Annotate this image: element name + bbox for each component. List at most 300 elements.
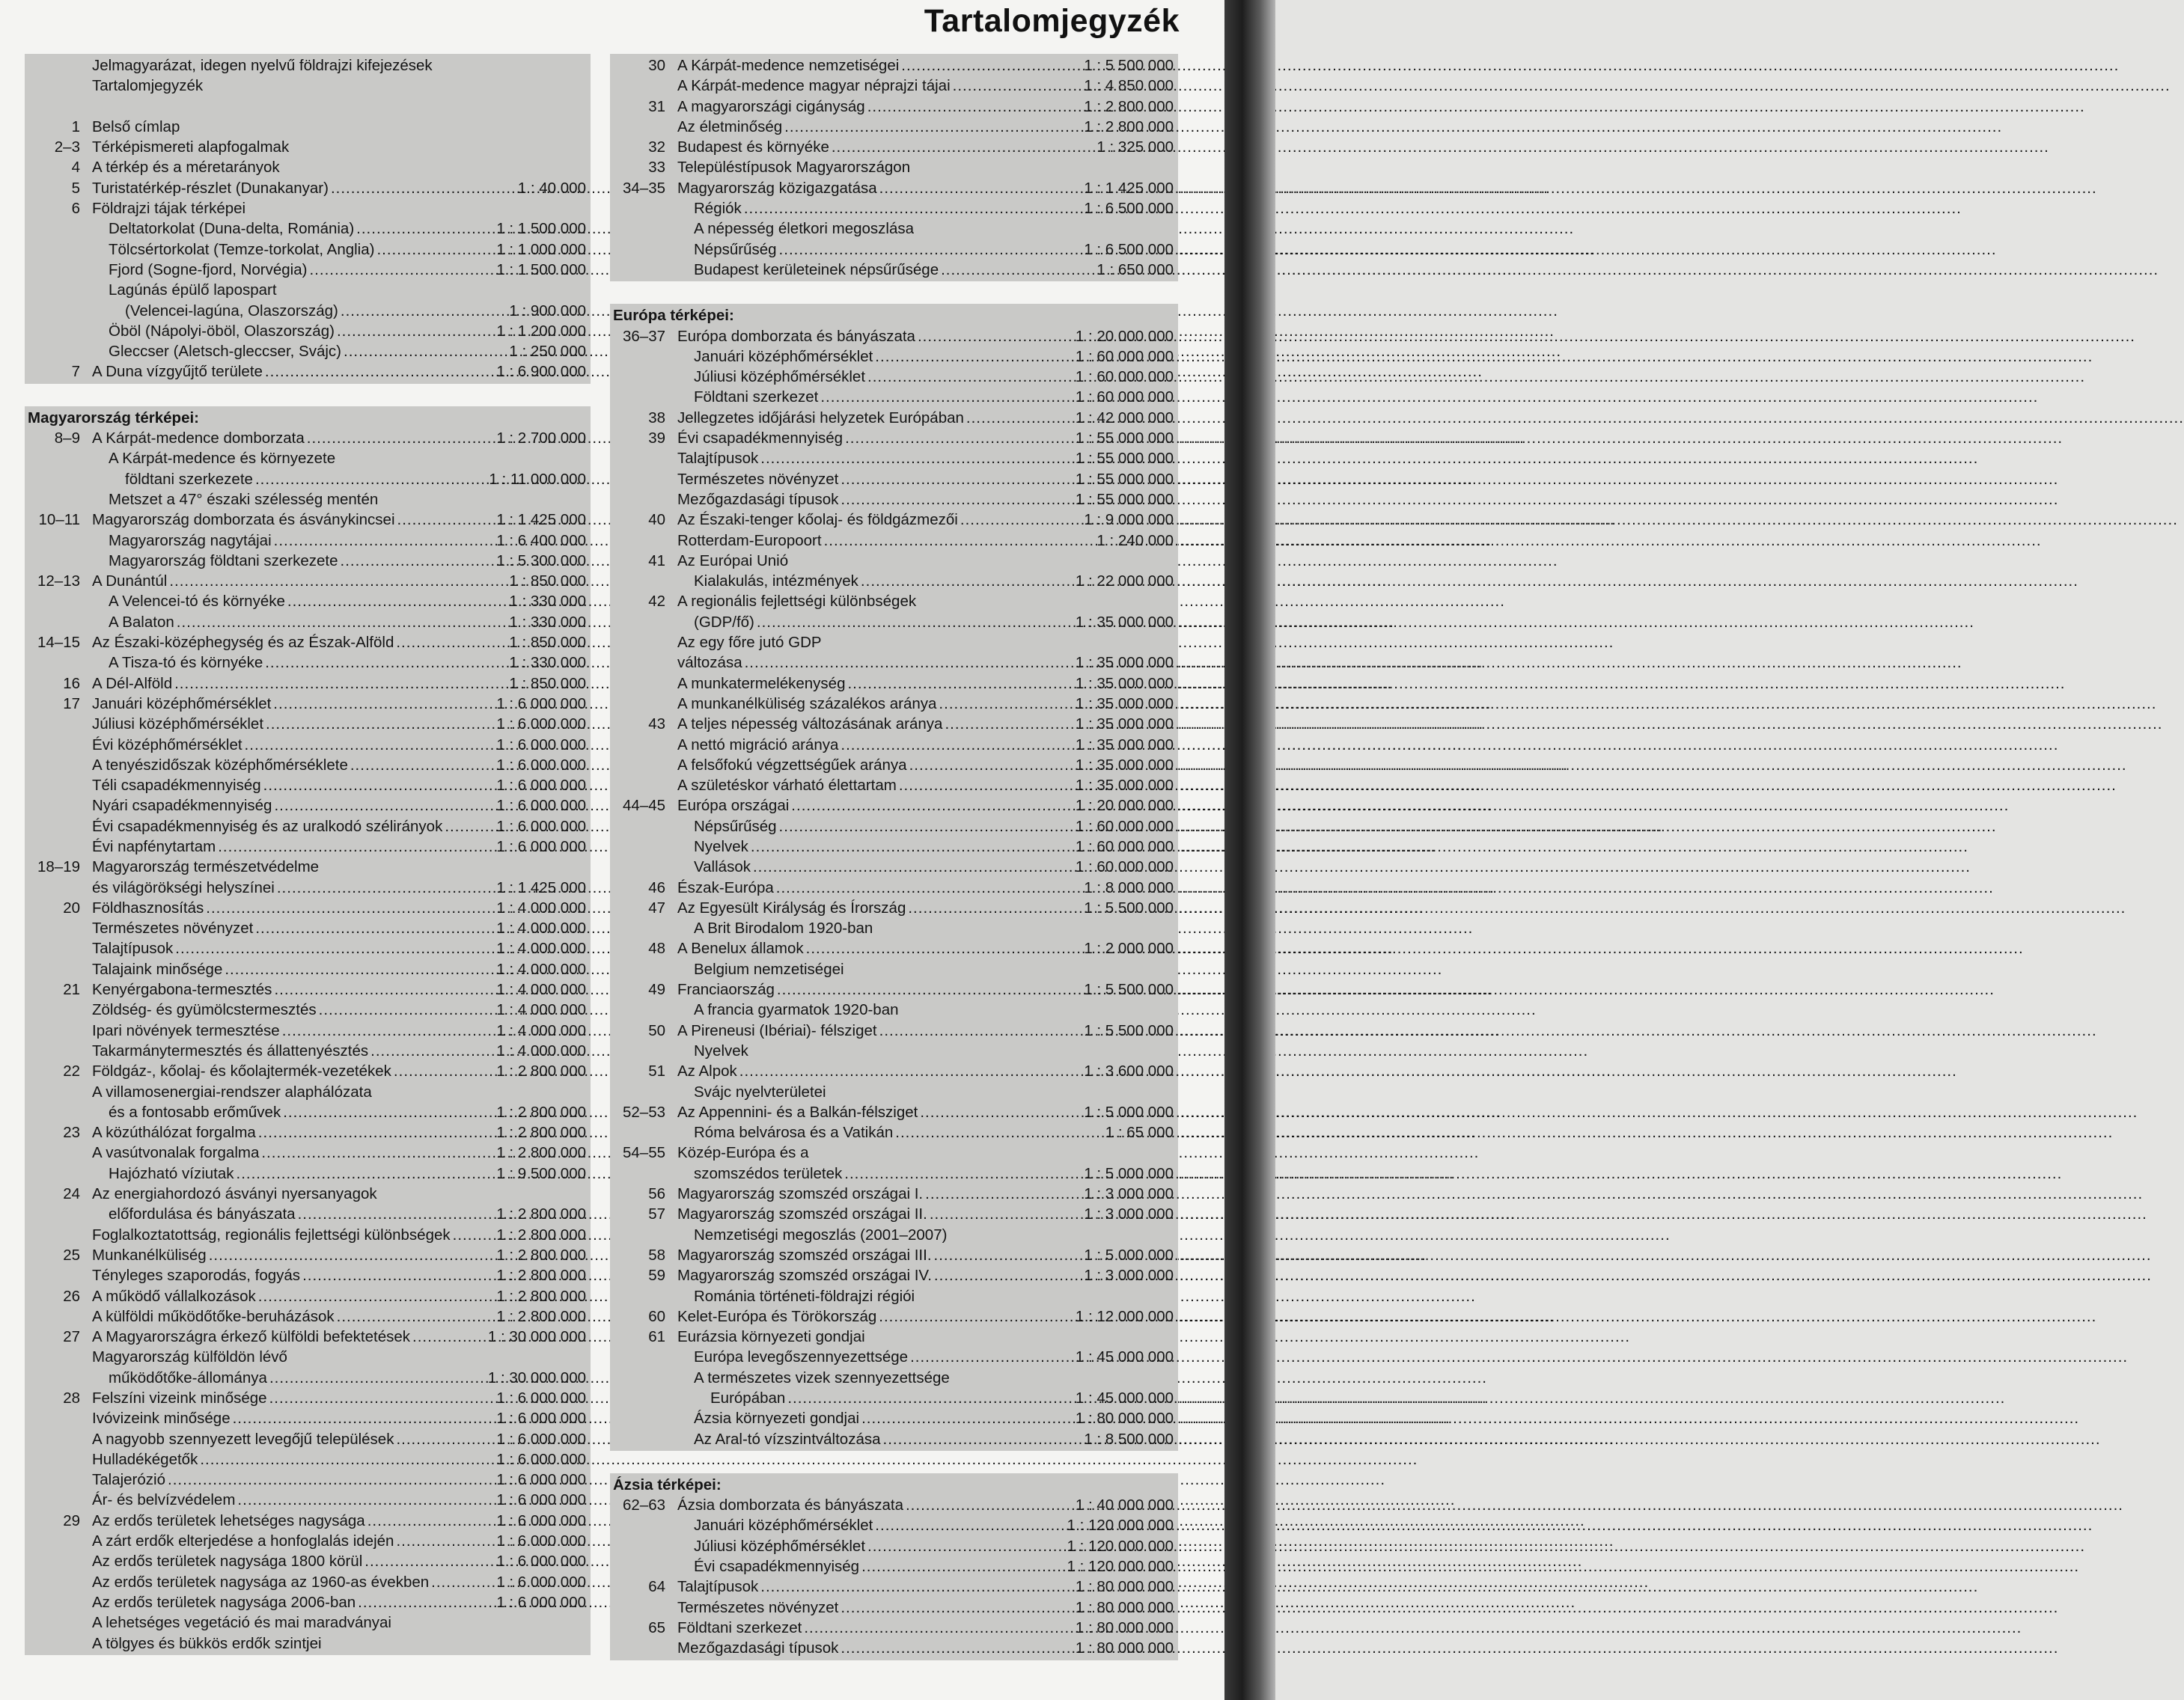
toc-row: [610, 755, 1178, 775]
page-number: 44–45: [622, 797, 665, 815]
dot-leader: [200, 1449, 494, 1470]
toc-left-column: [25, 54, 591, 1655]
section-gap: [610, 281, 1178, 304]
page-number: 6: [71, 200, 80, 218]
entry-title: Jelmagyarázat, idegen nyelvű földrajzi kifejezések: [92, 57, 433, 74]
dot-leader: [908, 898, 1082, 918]
entry-title: Zöldség- és gyümölcstermesztés: [92, 1001, 317, 1019]
page-number: 54–55: [622, 1144, 665, 1162]
toc-row: [610, 1618, 1178, 1638]
toc-right-column: [610, 54, 1178, 1660]
dot-leader: [274, 979, 494, 1000]
page-number: 18–19: [37, 858, 80, 876]
dot-leader: [966, 408, 1073, 428]
map-scale: 1 : 6 000 000: [496, 1430, 586, 1448]
dot-leader: [255, 918, 494, 938]
toc-row: [25, 837, 591, 857]
entry-title: (GDP/fő): [694, 613, 754, 631]
toc-row: [25, 1082, 591, 1102]
toc-row: [610, 1082, 1178, 1102]
toc-row: [25, 1551, 591, 1571]
entry-title: Talajerózió: [92, 1471, 165, 1489]
toc-row: [25, 735, 591, 755]
toc-row: [610, 387, 1178, 407]
entry-title: Gleccser (Aletsch-gleccser, Svájc): [109, 343, 342, 361]
entry-title: Észak-Európa: [677, 878, 774, 896]
page-number: 51: [648, 1062, 665, 1080]
dot-leader: [397, 510, 495, 530]
entry-title: A születéskor várható élettartam: [677, 777, 897, 795]
toc-row: [25, 898, 591, 918]
page-number: 1: [71, 117, 80, 135]
entry-title: és világörökségi helyszínei: [92, 878, 275, 896]
dot-leader: [225, 959, 494, 979]
entry-title: A Magyarországra érkező külföldi befektetések: [92, 1328, 411, 1346]
entry-title: működőtőke-állománya: [109, 1369, 267, 1386]
dot-leader: [274, 531, 495, 551]
toc-row: [610, 612, 1178, 632]
entry-title: Róma belvárosa és a Vatikán: [694, 1124, 894, 1142]
entry-title: Deltatorkolat (Duna-delta, Románia): [109, 220, 355, 238]
dot-leader: [370, 1041, 494, 1061]
entry-title: Népsűrűség: [694, 817, 777, 835]
entry-title: Magyarország szomszéd országai II.: [677, 1205, 927, 1223]
entry-title: Földrajzi tájak térképei: [92, 200, 246, 218]
toc-section: [610, 304, 1178, 1451]
toc-row: [25, 652, 591, 673]
dot-leader: [206, 898, 494, 918]
entry-title: Talajtípusok: [677, 450, 759, 468]
toc-row: [25, 775, 591, 795]
toc-row: [25, 1429, 591, 1449]
page-number: 23: [63, 1124, 80, 1142]
map-scale: 1 : 60 000 000: [1075, 388, 1174, 406]
toc-row: [610, 260, 1178, 280]
entry-title: A Tisza-tó és környéke: [109, 654, 263, 672]
entry-title: Kenyérgabona-termesztés: [92, 981, 272, 999]
map-scale: 1 : 5 500 000: [1084, 57, 1174, 74]
map-scale: 1 : 330 000: [509, 613, 586, 631]
toc-row: [25, 1102, 591, 1122]
toc-row: [25, 1245, 591, 1265]
map-scale: 1 : 250 000: [509, 343, 586, 361]
dot-leader: [776, 878, 1082, 898]
map-scale: 1 : 1 425 000: [496, 878, 586, 896]
map-scale: 1 : 240 000: [1096, 531, 1174, 549]
dot-leader: [941, 260, 1094, 280]
book-edge: [1224, 0, 1275, 1700]
entry-title: Januári középhőmérséklet: [694, 347, 873, 365]
entry-title: A természetes vizek szennyezettsége: [694, 1369, 950, 1386]
entry-title: Az erdős területek nagysága az 1960-as években: [92, 1573, 430, 1591]
toc-row: [610, 531, 1178, 551]
map-scale: 1 : 45 000 000: [1075, 1348, 1174, 1366]
toc-row: [610, 1388, 1178, 1408]
toc-row: [25, 1265, 591, 1285]
toc-section: [610, 54, 1178, 281]
toc-row: [25, 878, 591, 898]
toc-row: [610, 55, 1178, 76]
map-scale: 1 : 3 000 000: [1084, 1205, 1174, 1223]
toc-row: [25, 612, 591, 632]
entry-title: Felszíni vizeink minősége: [92, 1389, 267, 1407]
toc-row: [25, 178, 591, 198]
dot-leader: [177, 612, 507, 632]
toc-row: [25, 1511, 591, 1531]
toc-row: [25, 1490, 591, 1510]
entry-title: Az Európai Unió: [677, 551, 789, 569]
entry-title: Az Északi-középhegység és az Észak-Alföld: [92, 634, 394, 652]
dot-leader: [396, 1531, 494, 1551]
dot-leader: [899, 775, 1073, 795]
entry-title: Vallások: [694, 858, 751, 876]
map-scale: 1 : 4 000 000: [496, 1021, 586, 1039]
toc-row: [25, 321, 591, 341]
map-scale: 1 : 45 000 000: [1075, 1389, 1174, 1407]
map-scale: 1 : 1 500 000: [496, 260, 586, 278]
dot-leader: [350, 755, 494, 775]
toc-row: [25, 510, 591, 530]
entry-title: Mezőgazdasági típusok: [677, 490, 839, 508]
toc-row: [610, 510, 1178, 530]
entry-title: A vasútvonalak forgalma: [92, 1144, 260, 1162]
toc-row: [610, 1347, 1178, 1367]
map-scale: 1 : 650 000: [1096, 260, 1174, 278]
entry-title: A Benelux államok: [677, 940, 804, 958]
page-number: 34–35: [622, 179, 665, 197]
map-scale: 1 : 6 500 000: [1084, 240, 1174, 258]
dot-leader: [820, 387, 1073, 407]
dot-leader: [844, 1164, 1082, 1184]
toc-row: [610, 1102, 1178, 1122]
toc-row: [25, 918, 591, 938]
page-title: Tartalomjegyzék: [924, 3, 1180, 39]
map-scale: 1 : 3 000 000: [1084, 1267, 1174, 1285]
entry-title: Térképismereti alapfogalmak: [92, 138, 290, 156]
entry-title: Öböl (Nápolyi-öböl, Olaszország): [109, 322, 335, 340]
dot-leader: [779, 816, 1073, 837]
dot-leader: [779, 239, 1082, 260]
toc-row: [25, 938, 591, 958]
toc-row: [25, 137, 591, 157]
toc-row: [25, 1164, 591, 1184]
map-scale: 1 : 120 000 000: [1067, 1517, 1174, 1535]
entry-title: A tölgyes és bükkös erdők szintjei: [92, 1634, 322, 1652]
entry-title: A nettó migráció aránya: [677, 736, 839, 753]
toc-row: [25, 1122, 591, 1143]
toc-row: [25, 694, 591, 714]
entry-title: A lehetséges vegetáció és mai maradványai: [92, 1614, 391, 1632]
entry-title: A Kárpát-medence és környezete: [109, 450, 336, 468]
toc-row: [25, 448, 591, 468]
map-scale: 1 : 1 200 000: [496, 322, 586, 340]
entry-title: Júliusi középhőmérséklet: [694, 1537, 866, 1555]
toc-row: [25, 1470, 591, 1490]
map-scale: 1 : 80 000 000: [1075, 1618, 1174, 1636]
map-scale: 1 : 4 000 000: [496, 1001, 586, 1019]
toc-row: [25, 117, 591, 137]
entry-title: A Pireneusi (Ibériai)- félsziget: [677, 1021, 877, 1039]
dot-leader: [751, 837, 1073, 857]
page-number: 7: [71, 363, 80, 381]
map-scale: 1 : 4 850 000: [1084, 77, 1174, 95]
dot-leader: [791, 795, 1073, 816]
map-scale: 1 : 60 000 000: [1075, 817, 1174, 835]
toc-row: [25, 1368, 591, 1388]
dot-leader: [258, 1122, 495, 1143]
entry-title: Európa országai: [677, 797, 790, 815]
entry-title: Magyarország természetvédelme: [92, 858, 320, 876]
dot-leader: [331, 178, 516, 198]
map-scale: 1 : 9 500 000: [496, 1164, 586, 1182]
toc-row: [610, 1327, 1178, 1347]
toc-row: [25, 1531, 591, 1551]
dot-leader: [445, 816, 494, 837]
map-scale: 1 : 1 425 000: [1084, 179, 1174, 197]
map-scale: 1 : 2 800 000: [1084, 97, 1174, 115]
entry-title: Európa levegőszennyezettsége: [694, 1348, 909, 1366]
toc-row: [25, 673, 591, 694]
toc-row: [25, 1000, 591, 1020]
toc-row: [610, 1306, 1178, 1327]
toc-section: [25, 406, 591, 1655]
entry-title: Tölcsértorkolat (Temze-torkolat, Anglia): [109, 240, 375, 258]
dot-leader: [875, 1515, 1064, 1535]
dot-leader: [269, 1368, 486, 1388]
section-gap: [610, 1451, 1178, 1473]
entry-title: A külföldi működőtőke-beruházások: [92, 1307, 335, 1325]
dot-leader: [760, 1577, 1073, 1597]
toc-row: [610, 1225, 1178, 1245]
toc-row: [610, 489, 1178, 510]
page-number: 10–11: [38, 511, 80, 529]
toc-row: [610, 1143, 1178, 1163]
map-scale: 1 : 35 000 000: [1075, 736, 1174, 753]
page-number: 33: [648, 159, 665, 177]
page-number: 22: [63, 1062, 80, 1080]
dot-leader: [760, 448, 1073, 468]
entry-title: Ivóvizeink minősége: [92, 1410, 231, 1428]
toc-row: [25, 1592, 591, 1612]
dot-leader: [273, 694, 494, 714]
entry-title: Az Alpok: [677, 1062, 737, 1080]
map-scale: 1 : 2 800 000: [496, 1307, 586, 1325]
entry-title: A francia gyarmatok 1920-ban: [694, 1001, 899, 1019]
dot-leader: [364, 1551, 494, 1571]
map-scale: 1 : 35 000 000: [1075, 654, 1174, 672]
map-scale: 1 : 2 800 000: [496, 1124, 586, 1142]
page-number: 24: [63, 1185, 80, 1203]
map-scale: 1 : 4 000 000: [496, 920, 586, 938]
entry-title: Belső címlap: [92, 117, 180, 135]
map-scale: 1 : 6 000 000: [496, 756, 586, 774]
toc-row: [25, 1612, 591, 1633]
dot-leader: [841, 1638, 1073, 1658]
entry-title: Foglalkoztatottság, regionális fejlettségi különbségek: [92, 1226, 451, 1244]
map-scale: 1 : 6 000 000: [496, 736, 586, 753]
toc-row: [610, 448, 1178, 468]
entry-title: Románia történeti-földrajzi régiói: [694, 1287, 915, 1305]
map-scale: 1 : 4 000 000: [496, 981, 586, 999]
dot-leader: [867, 1536, 1064, 1556]
entry-title: Januári középhőmérséklet: [92, 694, 272, 712]
toc-row: [25, 361, 591, 382]
toc-row: [610, 1368, 1178, 1388]
entry-title: Az energiahordozó ásványi nyersanyagok: [92, 1185, 377, 1203]
dot-leader: [337, 1306, 495, 1327]
entry-title: Évi csapadékmennyiség: [677, 429, 844, 447]
dot-leader: [344, 341, 507, 361]
entry-title: Magyarország nagytájai: [109, 531, 272, 549]
dot-leader: [376, 239, 494, 260]
entry-title: Európa domborzata és bányászata: [677, 327, 915, 345]
map-scale: 1 : 6 000 000: [496, 797, 586, 815]
dot-leader: [804, 1618, 1073, 1638]
section-heading: Ázsia térképei:: [613, 1476, 722, 1493]
entry-title: Belgium nemzetiségei: [694, 960, 844, 978]
dot-leader: [169, 571, 507, 591]
toc-row: [610, 97, 1178, 117]
toc-row: [25, 755, 591, 775]
map-scale: 1 : 2 800 000: [496, 1246, 586, 1264]
entry-title: Nyári csapadékmennyiség: [92, 797, 272, 815]
page-number: 12–13: [37, 572, 80, 590]
map-scale: 1 : 6 000 000: [496, 837, 586, 855]
toc-row: [610, 632, 1178, 652]
toc-row: [610, 898, 1178, 918]
map-scale: 1 : 30 000 000: [487, 1328, 586, 1346]
dot-leader: [266, 714, 494, 734]
toc-row: [610, 1184, 1178, 1204]
page-number: 46: [648, 878, 665, 896]
entry-title: Ár- és belvízvédelem: [92, 1491, 236, 1509]
toc-row: [610, 775, 1178, 795]
map-scale: 1 : 2 800 000: [496, 1267, 586, 1285]
dot-leader: [953, 76, 1082, 96]
map-scale: 1 : 6 000 000: [496, 1511, 586, 1529]
dot-leader: [265, 652, 507, 673]
toc-row: [25, 1061, 591, 1081]
toc-row: [610, 1597, 1178, 1618]
page-number: 49: [648, 981, 665, 999]
toc-row: [25, 1204, 591, 1224]
entry-title: Talajaink minősége: [92, 960, 223, 978]
toc-row: [610, 1536, 1178, 1556]
dot-leader: [824, 531, 1095, 551]
map-scale: 1 : 5 300 000: [496, 551, 586, 569]
dot-leader: [847, 673, 1073, 694]
toc-row: [25, 55, 591, 76]
map-scale: 1 : 9 000 000: [1084, 511, 1174, 529]
toc-row: [610, 959, 1178, 979]
toc-row: [610, 198, 1178, 218]
toc-row: [610, 218, 1178, 239]
entry-title: földtani szerkezete: [125, 470, 253, 488]
entry-title: Júliusi középhőmérséklet: [694, 368, 866, 386]
entry-title: Földtani szerkezet: [677, 1618, 802, 1636]
toc-row: [610, 1408, 1178, 1428]
map-scale: 1 : 20 000 000: [1075, 797, 1174, 815]
entry-title: Magyarország szomszéd országai IV.: [677, 1267, 932, 1285]
dot-leader: [784, 117, 1082, 137]
dot-leader: [396, 632, 507, 652]
entry-title: A Balaton: [109, 613, 174, 631]
dot-leader: [258, 1286, 495, 1306]
toc-row: [610, 326, 1178, 346]
entry-title: Svájc nyelvterületei: [694, 1083, 826, 1101]
dot-leader: [861, 1556, 1064, 1577]
map-scale: 1 : 6 000 000: [496, 1532, 586, 1550]
toc-row: [610, 1061, 1178, 1081]
dot-leader: [867, 97, 1082, 117]
toc-row: [25, 489, 591, 510]
page-number: 43: [648, 715, 665, 733]
entry-title: Az erdős területek lehetséges nagysága: [92, 1511, 365, 1529]
dot-leader: [918, 326, 1073, 346]
dot-leader: [879, 178, 1082, 198]
dot-leader: [757, 612, 1073, 632]
dot-leader: [934, 1265, 1082, 1285]
map-scale: 1 : 4 000 000: [496, 960, 586, 978]
entry-title: szomszédos területek: [694, 1164, 843, 1182]
map-scale: 1 : 325 000: [1096, 138, 1174, 156]
map-scale: 1 : 6 400 000: [496, 531, 586, 549]
map-scale: 1 : 2 800 000: [496, 1226, 586, 1244]
entry-title: Takarmánytermesztés és állattenyésztés: [92, 1042, 369, 1060]
dot-leader: [861, 571, 1073, 591]
map-scale: 1 : 6 000 000: [496, 694, 586, 712]
entry-title: és a fontosabb erőművek: [109, 1103, 281, 1121]
map-scale: 1 : 5 500 000: [1084, 899, 1174, 917]
dot-leader: [431, 1572, 494, 1592]
entry-title: Az erdős területek nagysága 1800 körül: [92, 1553, 363, 1571]
toc-row: [610, 1556, 1178, 1577]
map-scale: 1 : 6 000 000: [496, 1491, 586, 1509]
toc-row: [25, 857, 591, 877]
map-scale: 1 : 8 500 000: [1084, 1430, 1174, 1448]
page-number: 20: [63, 899, 80, 917]
entry-title: Évi napfénytartam: [92, 837, 216, 855]
page-number: 42: [648, 593, 665, 611]
dot-leader: [841, 1597, 1073, 1618]
toc-row: [25, 428, 591, 448]
page-number: 61: [648, 1328, 665, 1346]
toc-row: [25, 959, 591, 979]
dot-leader: [245, 735, 495, 755]
toc-row: [25, 1021, 591, 1041]
entry-title: Az egy főre jutó GDP: [677, 634, 822, 652]
map-scale: 1 : 900 000: [509, 302, 586, 319]
toc-row: [25, 1143, 591, 1163]
entry-title: előfordulása és bányászata: [109, 1205, 296, 1223]
dot-leader: [263, 775, 495, 795]
entry-title: A Dél-Alföld: [92, 674, 173, 692]
entry-title: Talajtípusok: [92, 940, 174, 958]
map-scale: 1 : 120 000 000: [1067, 1558, 1174, 1576]
entry-title: Franciaország: [677, 981, 775, 999]
dot-leader: [841, 489, 1073, 510]
entry-title: Természetes növényzet: [677, 1598, 839, 1616]
dot-leader: [861, 1408, 1073, 1428]
toc-row: [25, 632, 591, 652]
entry-title: Turistatérkép-részlet (Dunakanyar): [92, 179, 329, 197]
toc-row: [25, 97, 591, 117]
toc-row: [610, 938, 1178, 958]
entry-title: Nemzetiségi megoszlás (2001–2007): [694, 1226, 948, 1244]
toc-row: [610, 694, 1178, 714]
map-scale: 1 : 42 000 000: [1075, 409, 1174, 426]
entry-title: Évi csapadékmennyiség és az uralkodó szélirányok: [92, 817, 443, 835]
